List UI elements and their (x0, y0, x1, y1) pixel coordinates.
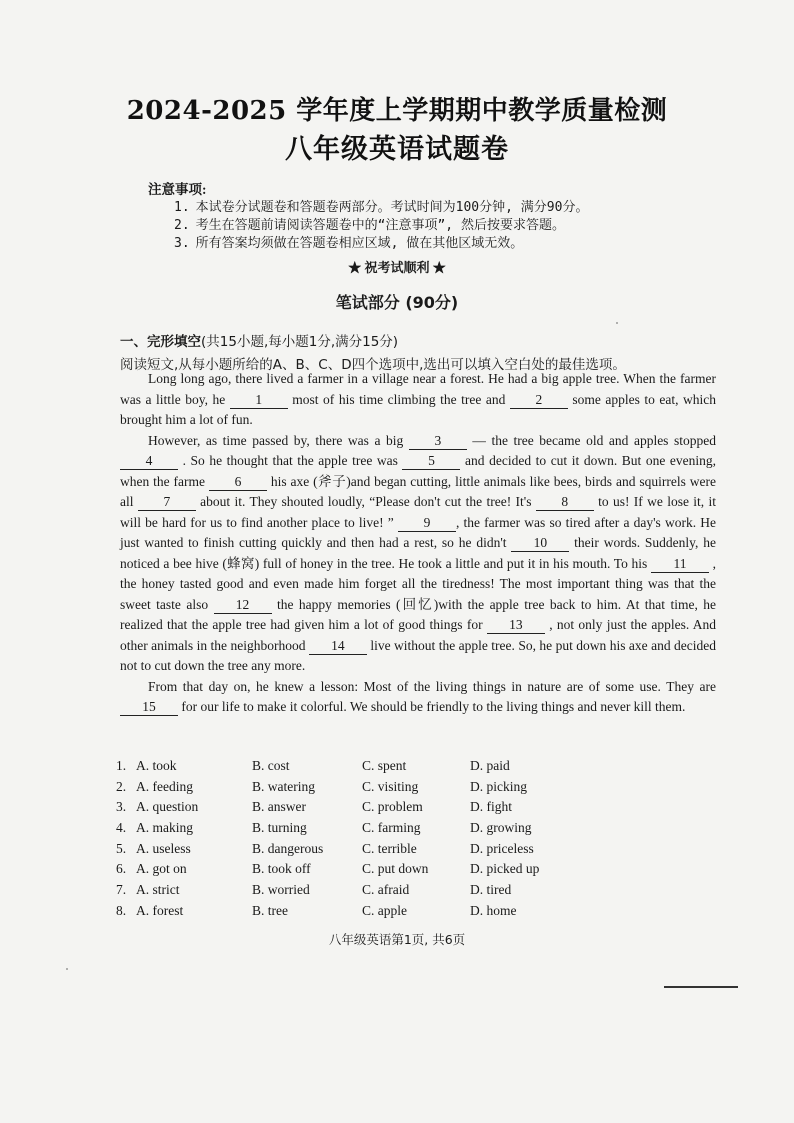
option-c: C. visiting (362, 778, 419, 794)
good-luck-line: ★ 祝考试顺利 ★ (348, 260, 446, 275)
option-a: A. got on (136, 861, 187, 877)
question-number: 8. (116, 902, 127, 918)
option-d: D. fight (470, 799, 512, 815)
option-a: A. strict (136, 882, 180, 898)
question-number: 3. (116, 799, 127, 815)
cloze-blank: 6 (209, 474, 267, 491)
question-number: 7. (116, 882, 127, 898)
passage-paragraph: However, as time passed by, there was a big 3 — the tree became old and apples stopped 4 . So he thought that the apple tree was 5 and decided to cut it down. But one evening, when the farme 6 his axe (斧子)and began cutting, little animals like bees, birds and squirrels were all 7 about it. They shouted loudly, “Please don't cut the tree! It's 8 to us! If we lose it, it will be hard for us to find another place to live! ” 9 , the farmer was so tired after a day's work. He just wanted to finish cutting quickly and then had a rest, so he didn't 10 their words. Suddenly, he noticed a bee hive (蜂窝) full of honey in the tree. He took a little and put it in his mouth. To his 11 , the honey tasted good and even made him forget all the tiredness! The most important thing was that the sweet taste also 12 the happy memories (回忆)with the apple tree back to him. At that time, he realized that the apple tree had given him a lot of good things for 13 , not only just the apples. And other animals in the neighborhood 14 live without the apple tree. So, he put down his axe and decided not to cut down the tree any more. (120, 432, 717, 673)
note-text: 所有答案均须做在答题卷相应区域, 做在其他区域无效。 (195, 236, 524, 251)
exam-title: 2024-2025 学年度上学期期中教学质量检测 (126, 96, 668, 126)
section-heading (120, 330, 398, 350)
option-c: C. spent (362, 758, 407, 773)
section-title: 一、完形填空 (120, 334, 201, 350)
scan-speck (616, 322, 618, 324)
option-c: C. apple (362, 902, 407, 918)
option-b: B. cost (252, 758, 290, 773)
note-number: 3. (174, 236, 190, 251)
option-a: A. took (136, 758, 177, 773)
notes-heading: 注意事项: (148, 182, 207, 197)
cloze-blank: 3 (409, 433, 467, 450)
option-b: B. worried (252, 882, 310, 898)
cloze-blank: 2 (510, 392, 568, 409)
option-c: C. put down (362, 861, 429, 877)
option-b: B. took off (252, 861, 311, 877)
option-c: C. farming (362, 820, 421, 836)
note-number: 2. (174, 218, 190, 233)
cloze-blank: 12 (214, 597, 272, 614)
cloze-blank: 4 (120, 453, 178, 470)
cloze-blank: 13 (487, 617, 545, 634)
cloze-blank: 5 (402, 453, 460, 470)
passage-paragraph: From that day on, he knew a lesson: Most of the living things in nature are of some use. They are 15 for our life to make it colorful. We should be friendly to the living things and never kill them. (120, 677, 716, 718)
note-item (174, 196, 588, 215)
written-part-heading: 笔试部分 (90分) (335, 293, 459, 312)
section-instruction: 阅读短文,从每小题所给的A、B、C、D四个选项中,选出可以填入空白处的最佳选项。 (120, 357, 626, 373)
option-a: A. feeding (136, 778, 193, 794)
option-b: B. dangerous (252, 840, 324, 856)
cloze-passage (120, 369, 716, 718)
option-a: A. question (136, 799, 199, 815)
cloze-blank: 14 (309, 638, 367, 655)
scan-rule (664, 986, 738, 988)
option-c: C. afraid (362, 882, 410, 898)
cloze-blank: 10 (511, 535, 569, 552)
cloze-blank: 1 (230, 392, 288, 409)
page-footer: 八年级英语第1页, 共6页 (328, 932, 466, 947)
option-d: D. picked up (470, 861, 540, 877)
option-d: D. paid (470, 758, 510, 773)
cloze-blank: 15 (120, 699, 178, 716)
option-d: D. priceless (470, 840, 534, 856)
question-number: 2. (116, 778, 127, 794)
option-b: B. answer (252, 799, 306, 815)
cloze-blank: 7 (138, 494, 196, 511)
option-b: B. turning (252, 820, 307, 836)
option-a: A. forest (136, 902, 184, 918)
option-d: D. picking (470, 778, 527, 794)
question-number: 5. (116, 840, 127, 856)
passage-paragraph: Long long ago, there lived a farmer in a village near a forest. He had a big apple tree. When the farmer was a little boy, he 1 most of his time climbing the tree and 2 some apples to eat, which brought him a lot of fun. (120, 371, 716, 427)
exam-subtitle: 八年级英语试题卷 (285, 134, 509, 165)
note-item (174, 232, 523, 251)
option-a: A. making (136, 820, 193, 836)
note-text: 本试卷分试题卷和答题卷两部分。考试时间为100分钟, 满分90分。 (195, 200, 589, 215)
option-c: C. terrible (362, 840, 417, 856)
option-b: B. watering (252, 778, 315, 794)
note-text: 考生在答题前请阅读答题卷中的“注意事项”, 然后按要求答题。 (195, 218, 565, 233)
note-item (174, 214, 565, 233)
option-d: D. growing (470, 820, 532, 836)
note-number: 1. (174, 200, 190, 215)
cloze-blank: 9 (398, 515, 456, 532)
option-d: D. home (470, 902, 517, 918)
scan-speck (66, 968, 68, 970)
option-c: C. problem (362, 799, 423, 815)
cloze-blank: 8 (536, 494, 594, 511)
option-a: A. useless (136, 840, 191, 856)
section-scoring: (共15小题,每小题1分,满分15分) (201, 334, 399, 350)
question-number: 4. (116, 820, 127, 836)
option-b: B. tree (252, 902, 288, 918)
option-d: D. tired (470, 882, 512, 898)
question-number: 1. (116, 758, 127, 773)
cloze-blank: 11 (651, 556, 709, 573)
question-number: 6. (116, 861, 127, 877)
